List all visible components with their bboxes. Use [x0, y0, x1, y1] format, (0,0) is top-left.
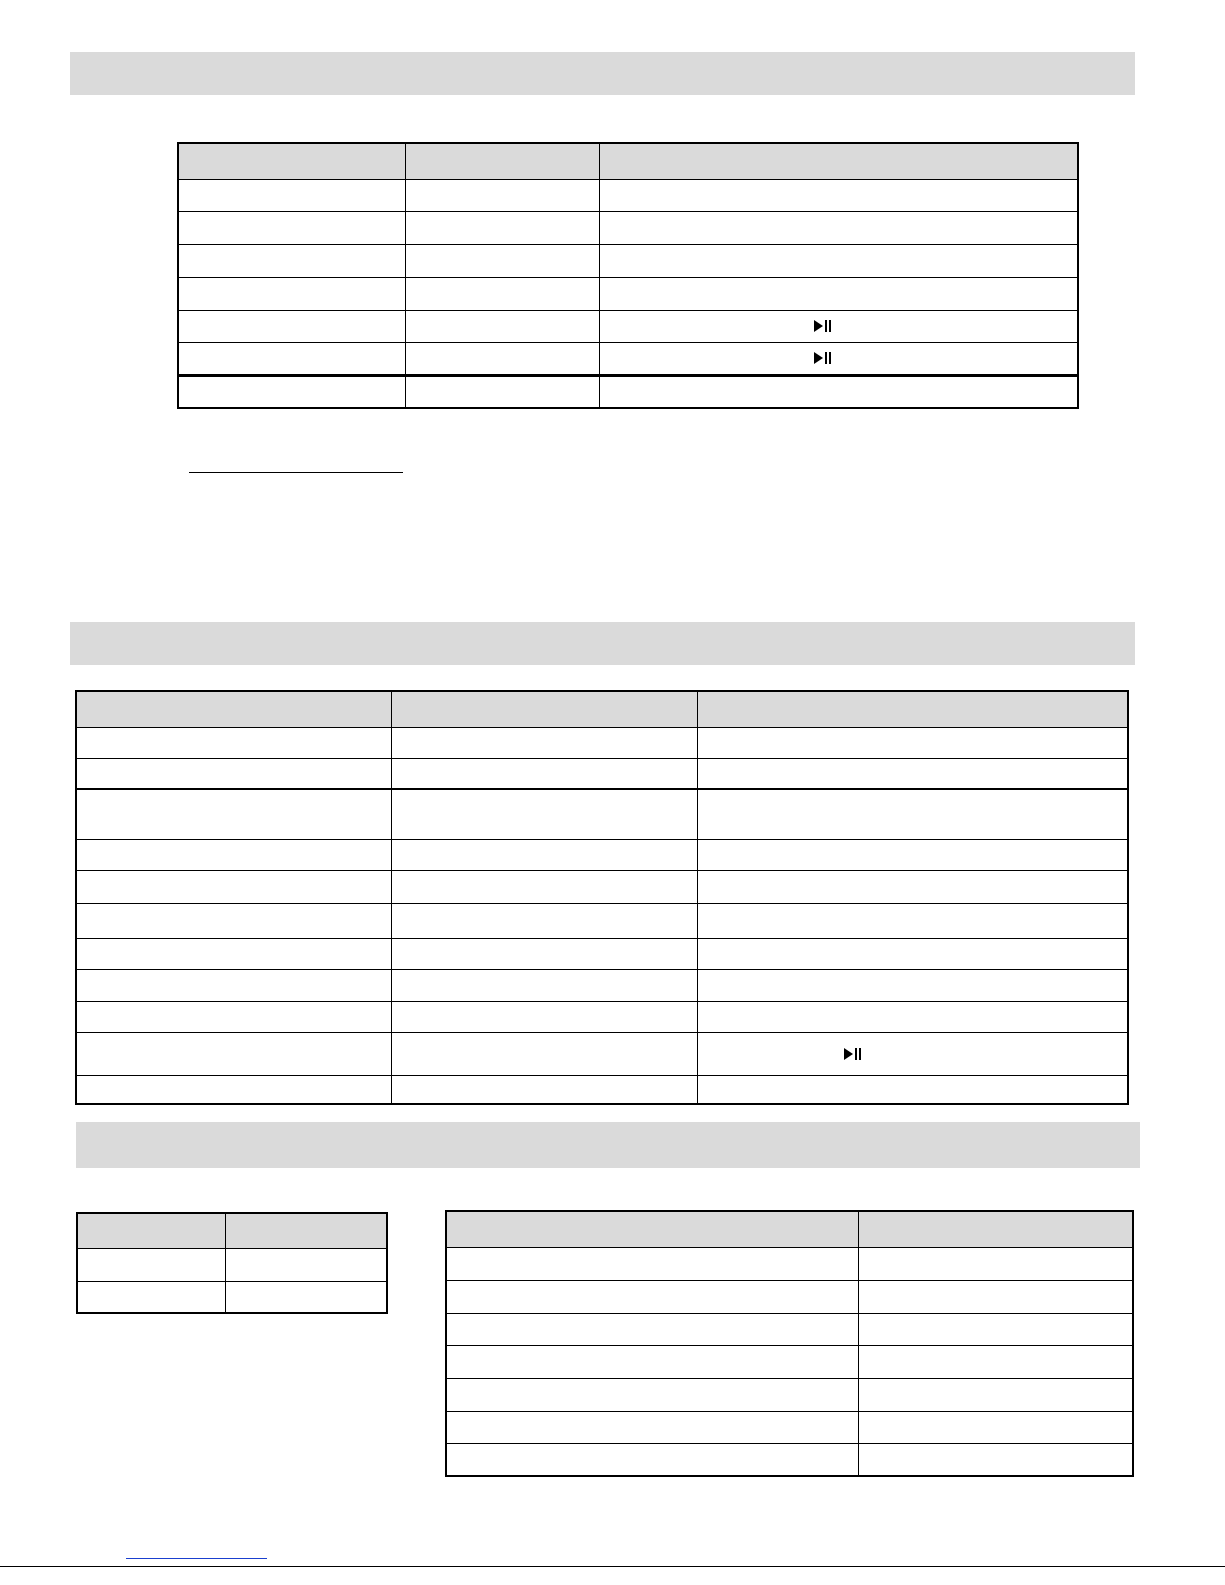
header-cell	[858, 1211, 1133, 1247]
table-row	[76, 1001, 1128, 1032]
table-row	[446, 1280, 1133, 1313]
table-row	[446, 1378, 1133, 1411]
table-row	[76, 1032, 1128, 1075]
table-row	[76, 903, 1128, 938]
table-row	[178, 375, 1078, 408]
table-1	[177, 142, 1079, 409]
table-row	[446, 1313, 1133, 1345]
table-row	[446, 1443, 1133, 1476]
table-row	[178, 244, 1078, 277]
table-header-row	[446, 1211, 1133, 1247]
table-row	[178, 179, 1078, 211]
header-cell	[76, 691, 391, 727]
footer-link-underline	[126, 1558, 267, 1559]
table-row	[178, 342, 1078, 375]
table-header-row	[77, 1213, 387, 1248]
header-cell	[77, 1213, 225, 1248]
header-cell	[446, 1211, 858, 1247]
header-cell	[697, 691, 1128, 727]
play-pause-icon	[814, 319, 831, 333]
table-row	[77, 1248, 387, 1281]
header-cell	[391, 691, 697, 727]
table-row	[76, 1075, 1128, 1104]
underline-rule	[189, 472, 403, 473]
table-row	[76, 870, 1128, 903]
table-row	[76, 969, 1128, 1001]
table-4	[445, 1210, 1134, 1477]
table-row	[178, 211, 1078, 244]
section-header-band	[70, 622, 1135, 665]
table-row	[77, 1281, 387, 1313]
table-header-row	[76, 691, 1128, 727]
table-row	[178, 277, 1078, 310]
header-cell	[178, 143, 405, 179]
section-header-band	[70, 52, 1135, 95]
header-cell	[225, 1213, 387, 1248]
table-row	[76, 727, 1128, 758]
table-header-row	[178, 143, 1078, 179]
table-row	[76, 839, 1128, 870]
table-row	[76, 789, 1128, 839]
section-header-band	[76, 1122, 1140, 1168]
table-row	[446, 1247, 1133, 1280]
table-row	[446, 1411, 1133, 1443]
table-3	[76, 1212, 388, 1314]
table-row	[178, 310, 1078, 342]
table-2	[75, 690, 1129, 1105]
table-row	[76, 758, 1128, 789]
table-row	[76, 938, 1128, 969]
table-row	[446, 1345, 1133, 1378]
header-cell	[405, 143, 599, 179]
play-pause-icon	[814, 351, 831, 365]
play-pause-icon	[844, 1047, 861, 1061]
header-cell	[599, 143, 1078, 179]
footer-rule	[0, 1566, 1225, 1567]
